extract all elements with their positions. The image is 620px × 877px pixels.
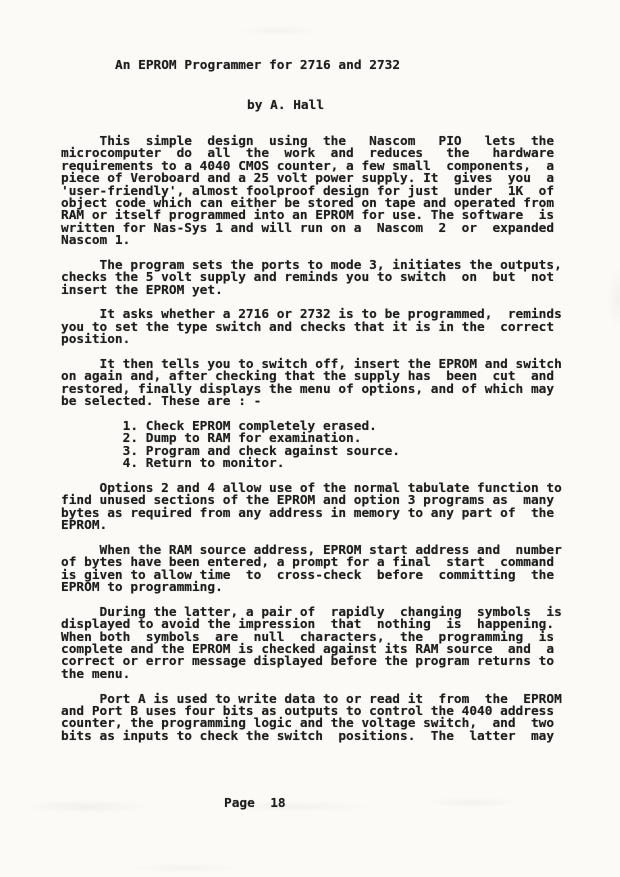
- text-line: counter, the programming logic and the voltage switch, and two: [61, 716, 555, 732]
- text-line: bits as inputs to check the switch positions. The latter may: [61, 728, 555, 744]
- paragraph-8: [61, 691, 566, 744]
- text-line: of bytes have been entered, a prompt for a final start command: [61, 555, 555, 571]
- text-line: be selected. These are : -: [61, 394, 262, 410]
- text-line: on again and, after checking that the supply has been cut and: [61, 369, 555, 385]
- paragraph-7: [61, 604, 566, 682]
- text-line: When both symbols are null characters, the programming is: [61, 629, 555, 645]
- text-line: EPROM.: [61, 518, 108, 534]
- text-line: written for Nas-Sys 1 and will run on a Nascom 2 or expanded: [61, 220, 555, 236]
- text-line: find unused sections of the EPROM and option 3 programs as many: [61, 493, 555, 509]
- text-line: position.: [61, 332, 131, 348]
- text-line: 4. Return to monitor.: [61, 456, 285, 472]
- text-line: It then tells you to switch off, insert the EPROM and switch: [61, 357, 562, 373]
- text-line: restored, finally displays the menu of options, and of which may: [61, 381, 555, 397]
- paragraph-3: [61, 309, 566, 346]
- text-line: Options 2 and 4 allow use of the normal tabulate function to: [61, 480, 562, 496]
- text-line: RAM or itself programmed into an EPROM for use. The software is: [61, 208, 555, 224]
- text-line: piece of Veroboard and a 25 volt power supply. It gives you a: [61, 171, 555, 187]
- menu-options-list: [61, 418, 566, 472]
- paragraph-5: [61, 480, 566, 534]
- text-line: The program sets the ports to mode 3, initiates the outputs,: [61, 257, 562, 273]
- article-title: An EPROM Programmer for 2716 and 2732: [115, 58, 401, 73]
- text-line: the menu.: [61, 666, 131, 682]
- text-line: 3. Program and check against source.: [61, 443, 400, 459]
- text-line: requirements to a 4040 CMOS counter, a few small components, a: [61, 158, 555, 174]
- text-line: you to set the type switch and checks that it is in the correct: [61, 319, 555, 335]
- text-line: correct or error message displayed before the program returns to: [61, 654, 555, 670]
- text-line: microcomputer do all the work and reduces the hardware: [61, 146, 555, 162]
- text-line: This simple design using the Nascom PIO lets the: [61, 134, 555, 149]
- text-line: complete and the EPROM is checked against its RAM source and a: [61, 642, 555, 658]
- text-line: 2. Dump to RAM for examination.: [61, 431, 362, 447]
- paragraph-1: [61, 136, 566, 248]
- text-line: is given to allow time to cross-check before committing the: [61, 567, 555, 583]
- paragraph-6: [61, 542, 566, 596]
- text-line: 1. Check EPROM completely erased.: [61, 418, 377, 434]
- page-number: Page 18: [224, 796, 286, 811]
- text-line: checks the 5 volt supply and reminds you to switch on but not: [61, 270, 555, 286]
- text-line: insert the EPROM yet.: [61, 282, 223, 298]
- text-line: bytes as required from any address in memory to any part of the: [61, 505, 555, 521]
- text-line: and Port B uses four bits as outputs to control the 4040 address: [61, 703, 555, 719]
- text-line: It asks whether a 2716 or 2732 is to be programmed, reminds: [61, 307, 562, 323]
- text-line: displayed to avoid the impression that nothing is happening.: [61, 617, 555, 633]
- text-line: Port A is used to write data to or read it from the EPROM: [61, 691, 562, 707]
- text-line: 'user-friendly', almost foolproof design for just under 1K of: [61, 183, 555, 199]
- text-line: During the latter, a pair of rapidly changing symbols is: [61, 604, 562, 620]
- text-line: When the RAM source address, EPROM start address and number: [61, 542, 562, 558]
- article-body: [61, 136, 566, 756]
- paragraph-4: [61, 359, 566, 409]
- text-line: EPROM to programming.: [61, 580, 223, 596]
- text-line: object code which can either be stored on tape and operated from: [61, 195, 555, 211]
- article-byline: by A. Hall: [247, 98, 325, 113]
- text-line: Nascom 1.: [61, 233, 131, 249]
- paragraph-2: [61, 257, 566, 298]
